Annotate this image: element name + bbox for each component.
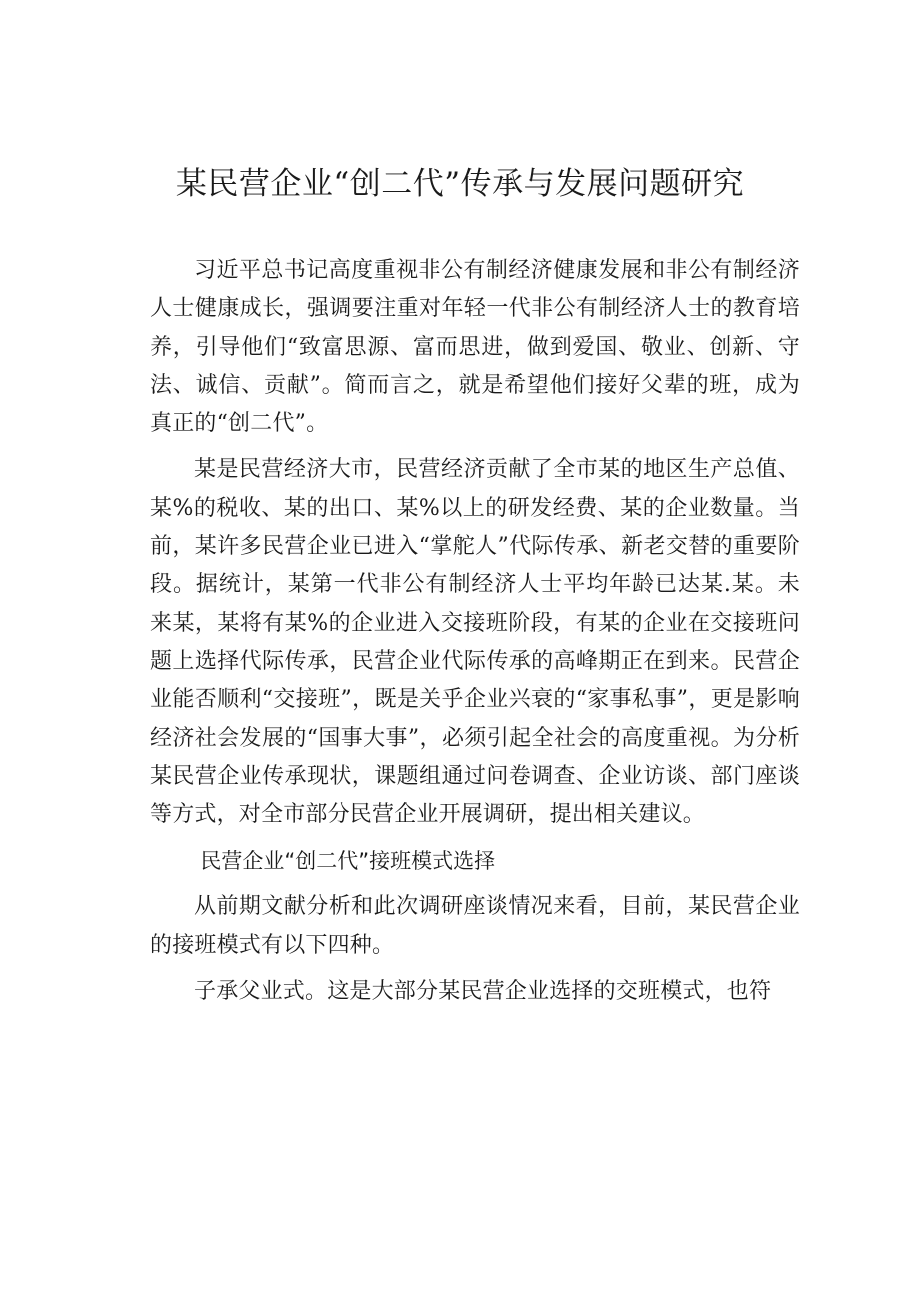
document-body: [150, 252, 800, 1019]
section-paragraph-2: 子承父业式。这是大部分某民营企业选择的交班模式，也符: [194, 979, 772, 1005]
section-heading: 民营企业“创二代”接班模式选择: [200, 849, 496, 874]
body-paragraph-1: 习近平总书记高度重视非公有制经济健康发展和非公有制经济人士健康成长，强调要注重对年轻一代非公有制经济人士的教育培养，引导他们“致富思源、富而思进，做到爱国、敬业、创新、守法、诚信、贡献”。简而言之，就是希望他们接好父辈的班，成为真正的“创二代”。: [150, 258, 800, 437]
body-paragraph-2: 某是民营经济大市，民营经济贡献了全市某的地区生产总值、某%的税收、某的出口、某%以上的研发经费、某的企业数量。当前，某许多民营企业已进入“掌舵人”代际传承、新老交替的重要阶段。据统计，某第一代非公有制经济人士平均年龄已达某.某。未来某，某将有某%的企业进入交接班阶段，有某的企业在交接班问题上选择代际传承，民营企业代际传承的高峰期正在到来。民营企业能否顺利“交接班”，既是关乎企业兴衰的“家事私事”，更是影响经济社会发展的“国事大事”，必须引起全社会的高度重视。为分析某民营企业传承现状，课题组通过问卷调查、企业访谈、部门座谈等方式，对全市部分民营企业开展调研，提出相关建议。: [150, 457, 800, 828]
section-paragraph-1: 从前期文献分析和此次调研座谈情况来看，目前，某民营企业的接班模式有以下四种。: [150, 894, 800, 958]
document-title: 某民营企业“创二代”传承与发展问题研究: [175, 166, 745, 202]
